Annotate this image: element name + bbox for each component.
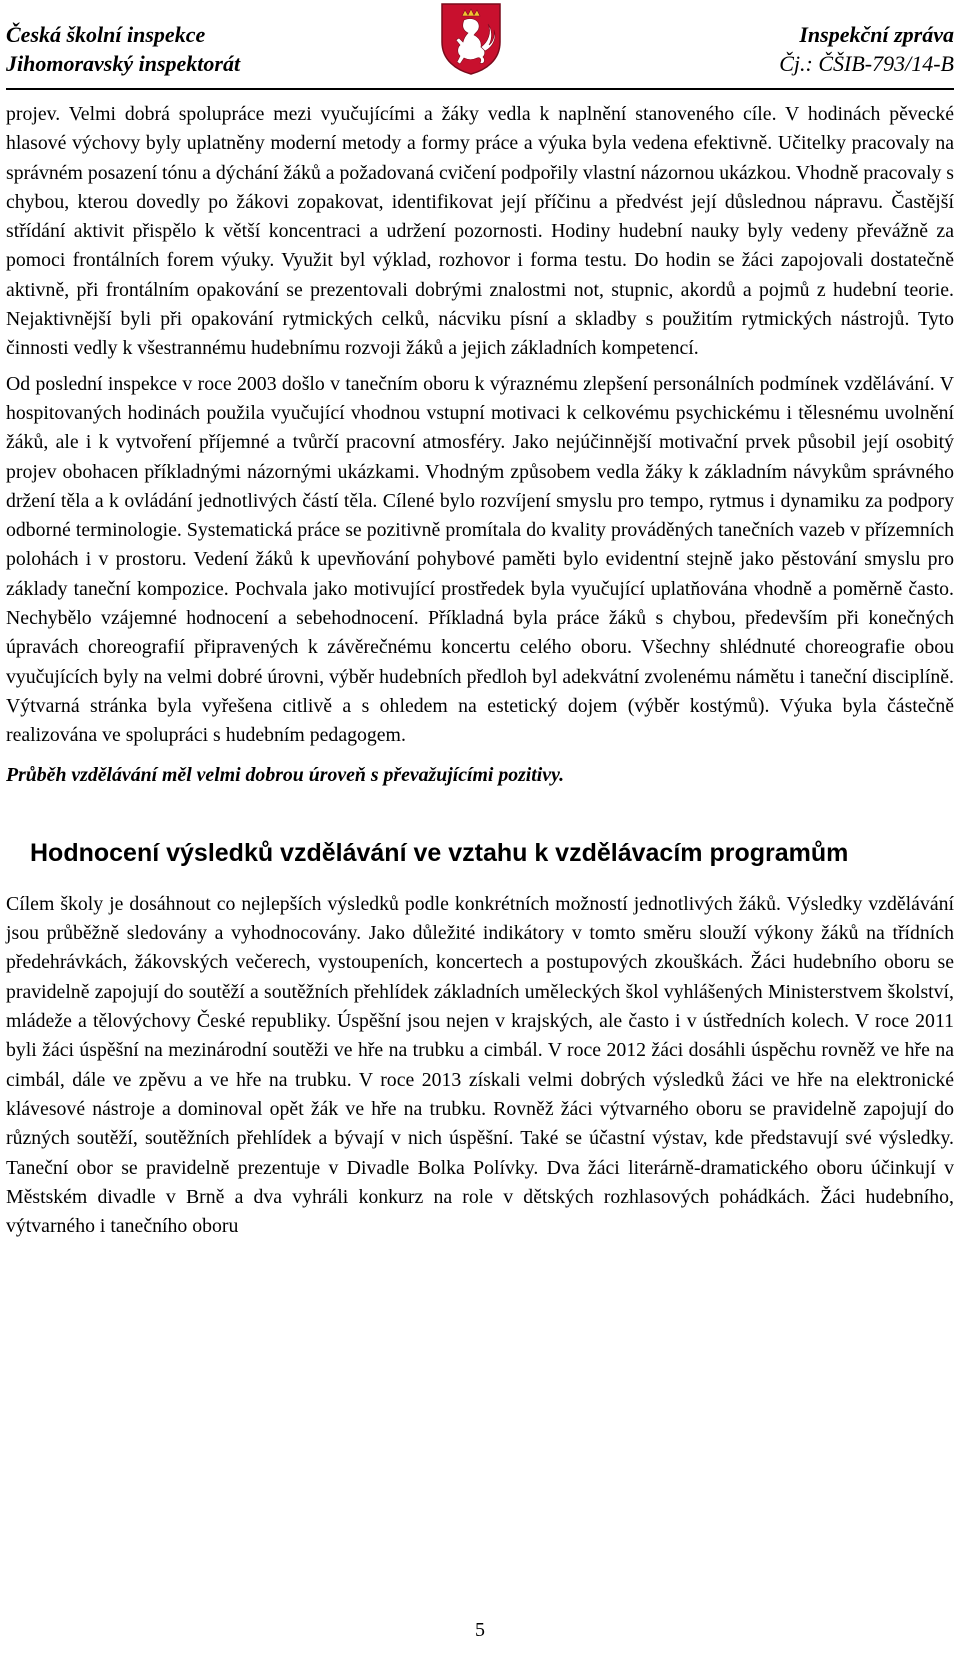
body-paragraph-2: Od poslední inspekce v roce 2003 došlo v tanečním oboru k výraznému zlepšení personálních podmínek vzdělávání. V hospitovaných hodinách použila vyučující vhodnou vstupní motivaci k celkovému psychickému i tělesnému uvolnění žáků, ale i k vytvoření příjemné a tvůrčí pracovní atmosféry. Jako nejúčinnější motivační prvek působil její osobitý projev obohacen příkladnými názornými ukázkami. Vhodným způsobem vedla žáky k základním návykům správného držení těla a k ovládání jednotlivých částí těla. Cílené bylo rozvíjení smyslu pro tempo, rytmus i dynamiku za podpory odborné terminologie. Systematická práce se pozitivně promítala do kvality prováděných tanečních vazeb v přízemních polohách i v prostoru. Vedení žáků k upevňování pohybové paměti bylo evidentní stejně jako pěstování smyslu pro základy taneční kompozice. Pochvala jako motivující prostředek byla vyučující uplatňována vhodně a poměrně často. Nechybělo vzájemné hodnocení a sebehodnocení. Příkladná byla práce žáků s chybou, především při konečných úpravách choreografií připravených k závěrečnému koncertu celého oboru. Všechny shlédnuté choreografie obou vyučujících byly na velmi dobré úrovni, výběr hudebních předloh byl adekvátní zvolenému námětu i taneční disciplíně. Výtvarná stránka byla vyřešena citlivě a s ohledem na estetický dojem (výběr kostýmů). Výuka byla částečně realizována ve spolupráci s hudebním pedagogem.: [6, 372, 954, 747]
page-header: [0, 0, 960, 95]
header-organization: Česká školní inspekce: [6, 22, 206, 47]
header-divider: [6, 88, 954, 90]
header-left: [6, 20, 240, 78]
header-right: [779, 20, 954, 78]
summary-statement: Průběh vzdělávání měl velmi dobrou úroveň s převažujícími pozitivy.: [6, 763, 565, 786]
page-number: 5: [475, 1619, 485, 1641]
section-heading: Hodnocení výsledků vzdělávání ve vztahu k vzdělávacím programům: [30, 838, 849, 867]
body-paragraph-3: Cílem školy je dosáhnout co nejlepších výsledků podle konkrétních možností jednotlivých žáků. Výsledky vzdělávání jsou průběžně sledovány a vyhodnocovány. Jako důležité indikátory v tomto směru slouží výkony žáků na třídních předehrávkách, žákovských večerech, vystoupeních, koncertech a postupových zkouškách. Žáci hudebního oboru se pravidelně zapojují do soutěží a soutěžních přehlídek základních uměleckých škol vyhlášených Ministerstvem školství, mládeže a tělovýchovy České republiky. Úspěšní jsou nejen v krajských, ale často i v ústředních kolech. V roce 2011 byli žáci úspěšní na mezinárodní soutěži ve hře na trubku a cimbál. V roce 2012 žáci dosáhli úspěchu rovněž ve hře na cimbál, dále ve zpěvu a ve hře na trubku. V roce 2013 získali velmi dobrých výsledků žáci ve hře na elektronické klávesové nástroje a dominoval opět žák ve hře na trubku. Rovněž žáci výtvarného oboru se pravidelně zapojují do různých soutěží, soutěžních přehlídek a bývají v nich úspěšní. Také se účastní výstav, kde představují své výsledky. Taneční obor se pravidelně prezentuje v Divadle Bolka Polívky. Dva žáci literárně-dramatického oboru účinkují v Městském divadle v Brně a dva vyhráli konkurz na role v dětských rozhlasových pohádkách. Žáci hudebního, výtvarného i tanečního oboru: [6, 892, 954, 1238]
body-paragraph-1: projev. Velmi dobrá spolupráce mezi vyučujícími a žáky vedla k naplnění stanoveného cíle. V hodinách pěvecké hlasové výchovy byly uplatněny moderní metody a formy práce a výuka byla vedena efektivně. Učitelky pracovaly na správném posazení tónu a dýchání žáků a požadovaná cvičení podpořily vlastní názornou ukázkou. Vhodně pracovaly s chybou, kterou dovedly po žákovi zopakovat, identifikovat její příčinu a předvést její důslednou nápravu. Častější střídání aktivit přispělo k větší koncentraci a udržení pozornosti. Hodiny hudební nauky byly vedeny převážně za pomoci frontálních forem výuky. Využit byl výklad, rozhovor i forma testu. Do hodin se žáci zapojovali dostatečně aktivně, při frontálním opakování se prezentovali dobrými znalostmi not, stupnic, akordů a pojmů z hudební teorie. Nejaktivnější byli při opakování rytmických celků, nácviku písní a skladby s použitím rytmických nástrojů. Tyto činnosti vedly k všestrannému hudebnímu rozvoji žáků a jejich základních kompetencí.: [6, 103, 954, 360]
header-report-title: Inspekční zpráva: [799, 22, 954, 47]
header-reference-number: Čj.: ČŠIB-793/14-B: [779, 51, 954, 76]
header-inspectorate: Jihomoravský inspektorát: [6, 51, 241, 76]
czech-lion-emblem-icon: [440, 2, 502, 76]
page-content: [6, 100, 954, 1241]
